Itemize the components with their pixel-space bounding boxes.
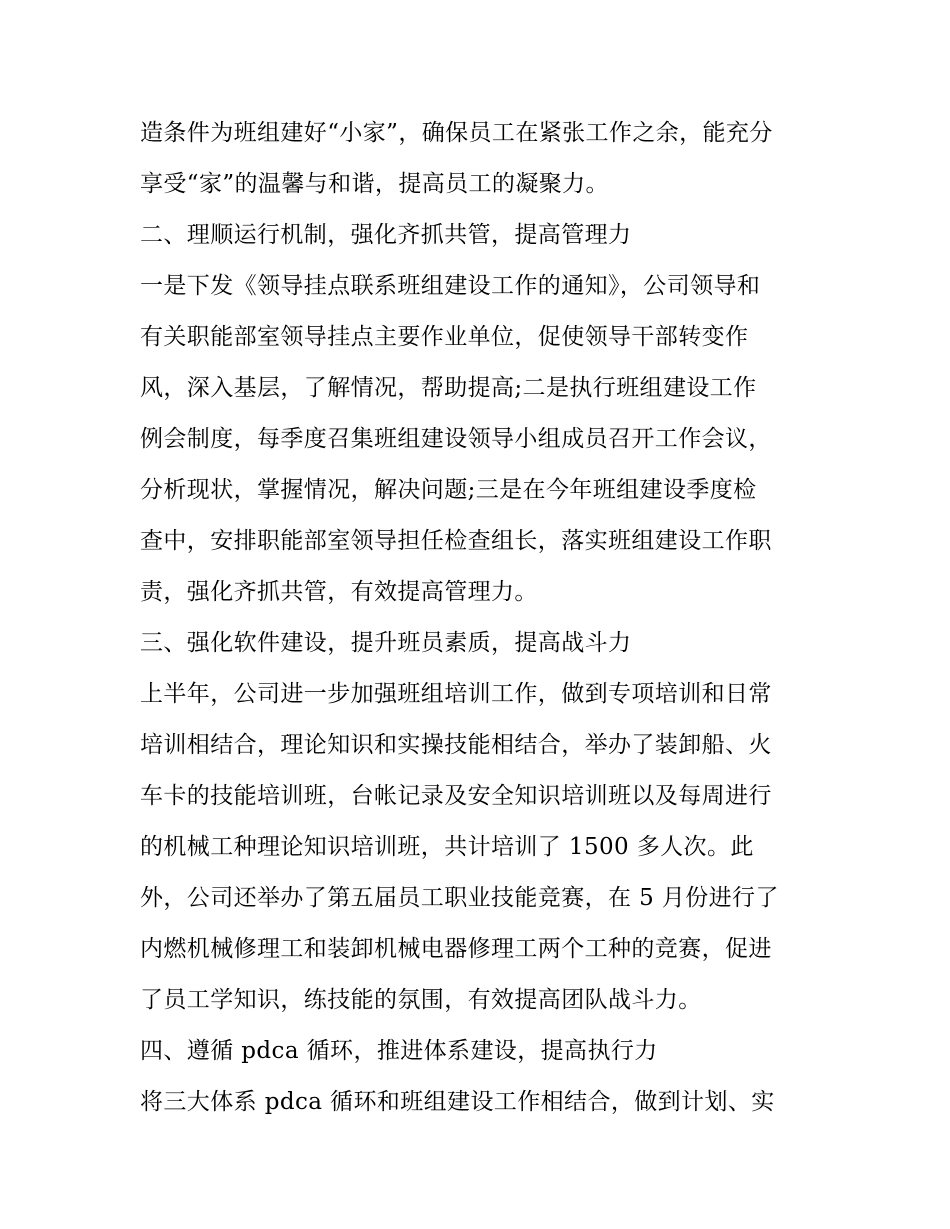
paragraph-line: 分析现状，掌握情况，解决问题;三是在今年班组建设季度检 bbox=[140, 477, 757, 503]
section-heading: 四、遵循 pdca 循环，推进体系建设，提高执行力 bbox=[140, 1038, 658, 1064]
section-heading: 二、理顺运行机制，强化齐抓共管，提高管理力 bbox=[140, 222, 632, 248]
paragraph-line: 上半年，公司进一步加强班组培训工作，做到专项培训和日常 bbox=[140, 681, 772, 707]
paragraph-line: 例会制度，每季度召集班组建设领导小组成员召开工作会议， bbox=[140, 426, 772, 452]
paragraph-line: 查中，安排职能部室领导担任检查组长，落实班组建设工作职 bbox=[140, 528, 772, 554]
paragraph-line: 了员工学知识，练技能的氛围，有效提高团队战斗力。 bbox=[140, 987, 702, 1013]
section-heading: 三、强化软件建设，提升班员素质，提高战斗力 bbox=[140, 630, 632, 656]
paragraph-line: 外，公司还举办了第五届员工职业技能竞赛，在 5 月份进行了 bbox=[140, 885, 779, 911]
paragraph-line: 内燃机械修理工和装卸机械电器修理工两个工种的竞赛，促进 bbox=[140, 936, 772, 962]
paragraph-line: 将三大体系 pdca 循环和班组建设工作相结合，做到计划、实 bbox=[140, 1089, 775, 1115]
paragraph-line: 造条件为班组建好“小家”，确保员工在紧张工作之余，能充分 bbox=[140, 120, 773, 146]
paragraph-line: 车卡的技能培训班，台帐记录及安全知识培训班以及每周进行 bbox=[140, 783, 772, 809]
paragraph-line: 风，深入基层，了解情况，帮助提高;二是执行班组建设工作 bbox=[140, 375, 757, 401]
document-body bbox=[140, 108, 830, 1128]
paragraph-line: 培训相结合，理论知识和实操技能相结合，举办了装卸船、火 bbox=[140, 732, 772, 758]
paragraph-line: 责，强化齐抓共管，有效提高管理力。 bbox=[140, 579, 538, 605]
paragraph-line: 一是下发《领导挂点联系班组建设工作的通知》，公司领导和 bbox=[140, 273, 761, 299]
paragraph-line: 的机械工种理论知识培训班，共计培训了 1500 多人次。此 bbox=[140, 834, 754, 860]
paragraph-line: 享受“家”的温馨与和谐，提高员工的凝聚力。 bbox=[140, 171, 609, 197]
paragraph-line: 有关职能部室领导挂点主要作业单位，促使领导干部转变作 bbox=[140, 324, 749, 350]
